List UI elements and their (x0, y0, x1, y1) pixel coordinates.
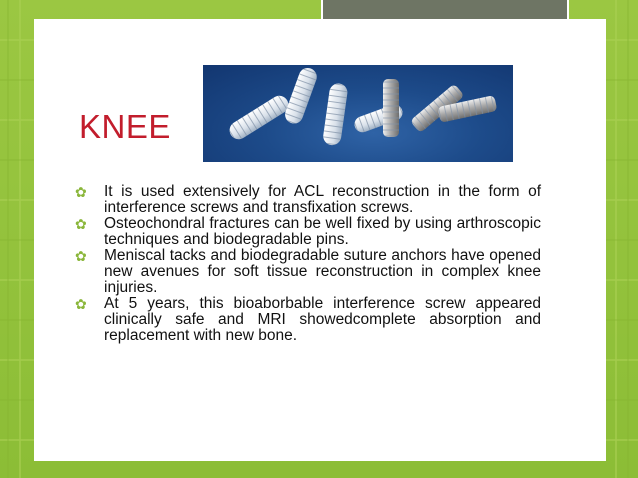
screw-white-1 (226, 92, 292, 142)
screw-metal-1 (383, 79, 399, 137)
ornate-bullet-icon: ✿ (75, 296, 87, 312)
ornate-bullet-icon: ✿ (75, 248, 87, 264)
ornate-bullet-icon: ✿ (75, 216, 87, 232)
bullet-text-2: Osteochondral fractures can be well fixed by using arthroscopic techniques and biodegradable pins. (104, 215, 541, 248)
bullet-text-4: At 5 years, this bioaborbable interference screw appeared clinically safe and MRI showedcomplete absorption and replacement with new bone. (104, 295, 541, 344)
ornate-bullet-icon: ✿ (75, 184, 87, 200)
screw-white-3 (322, 82, 348, 146)
bone-screws-image (203, 65, 513, 162)
slide-title: KNEE (79, 108, 171, 145)
bullet-item-2 (75, 216, 541, 248)
bullet-list (75, 184, 541, 344)
screws-illustration (203, 65, 513, 162)
bullet-text-1: It is used extensively for ACL reconstruction in the form of interference screws and transfixation screws. (104, 183, 541, 216)
bullet-item-4 (75, 296, 541, 344)
bullet-item-1 (75, 184, 541, 216)
bullet-item-3 (75, 248, 541, 296)
bullet-text-3: Meniscal tacks and biodegradable suture anchors have opened new avenues for soft tissue reconstruction in complex knee injuries. (104, 247, 541, 296)
screw-white-2 (283, 65, 320, 126)
